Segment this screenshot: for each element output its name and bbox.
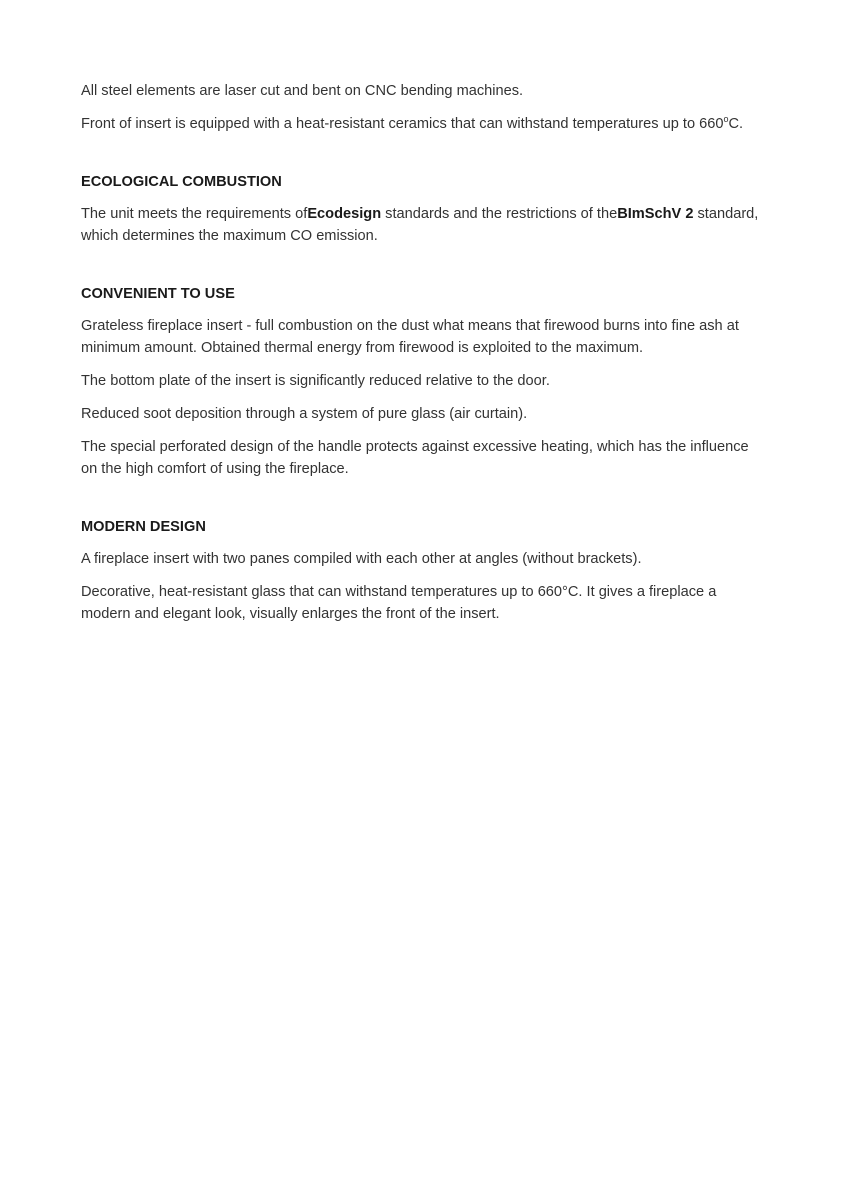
ecological-text-1: The unit meets the requirements of [81, 206, 308, 222]
modern-heading: MODERN DESIGN [81, 519, 206, 535]
convenient-paragraph-4: The special perforated design of the handle protects against excessive heating, which has the influence on the high comfort of using the fireplace. [81, 439, 749, 477]
ecological-paragraph [81, 203, 761, 247]
intro-paragraph-1: All steel elements are laser cut and bent on CNC bending machines. [81, 83, 524, 99]
convenient-paragraph-1: Grateless fireplace insert - full combustion on the dust what means that firewood burns into fine ash at minimum amount. Obtained thermal energy from firewood is exploited to the maximum. [81, 318, 739, 356]
intro-paragraph-2-text: Front of insert is equipped with a heat-resistant ceramics that can withstand temperatures up to 660 [81, 116, 724, 132]
convenient-paragraph-3: Reduced soot deposition through a system of pure glass (air curtain). [81, 406, 528, 422]
convenient-paragraph-2: The bottom plate of the insert is significantly reduced relative to the door. [81, 373, 550, 389]
ecological-text-2: standards and the restrictions of the [381, 206, 618, 222]
ecological-heading: ECOLOGICAL COMBUSTION [81, 174, 282, 190]
intro-section [81, 80, 761, 135]
document-page [81, 80, 761, 636]
convenient-section [81, 283, 761, 480]
ecological-section [81, 171, 761, 247]
bimschv-term: BImSchV 2 [617, 206, 694, 222]
modern-section [81, 516, 761, 625]
intro-paragraph-2 [81, 113, 761, 135]
ecodesign-term: Ecodesign [307, 206, 382, 222]
convenient-heading: CONVENIENT TO USE [81, 286, 235, 302]
intro-paragraph-2-unit: C. [728, 116, 744, 132]
degree-superscript: o [723, 114, 729, 124]
modern-paragraph-2: Decorative, heat-resistant glass that can withstand temperatures up to 660°C. It gives a fireplace a modern and elegant look, visually enlarges the front of the insert. [81, 584, 717, 622]
ecological-text-3: standard, which determines the maximum CO emission. [81, 206, 759, 244]
modern-paragraph-1: A fireplace insert with two panes compiled with each other at angles (without brackets). [81, 551, 642, 567]
